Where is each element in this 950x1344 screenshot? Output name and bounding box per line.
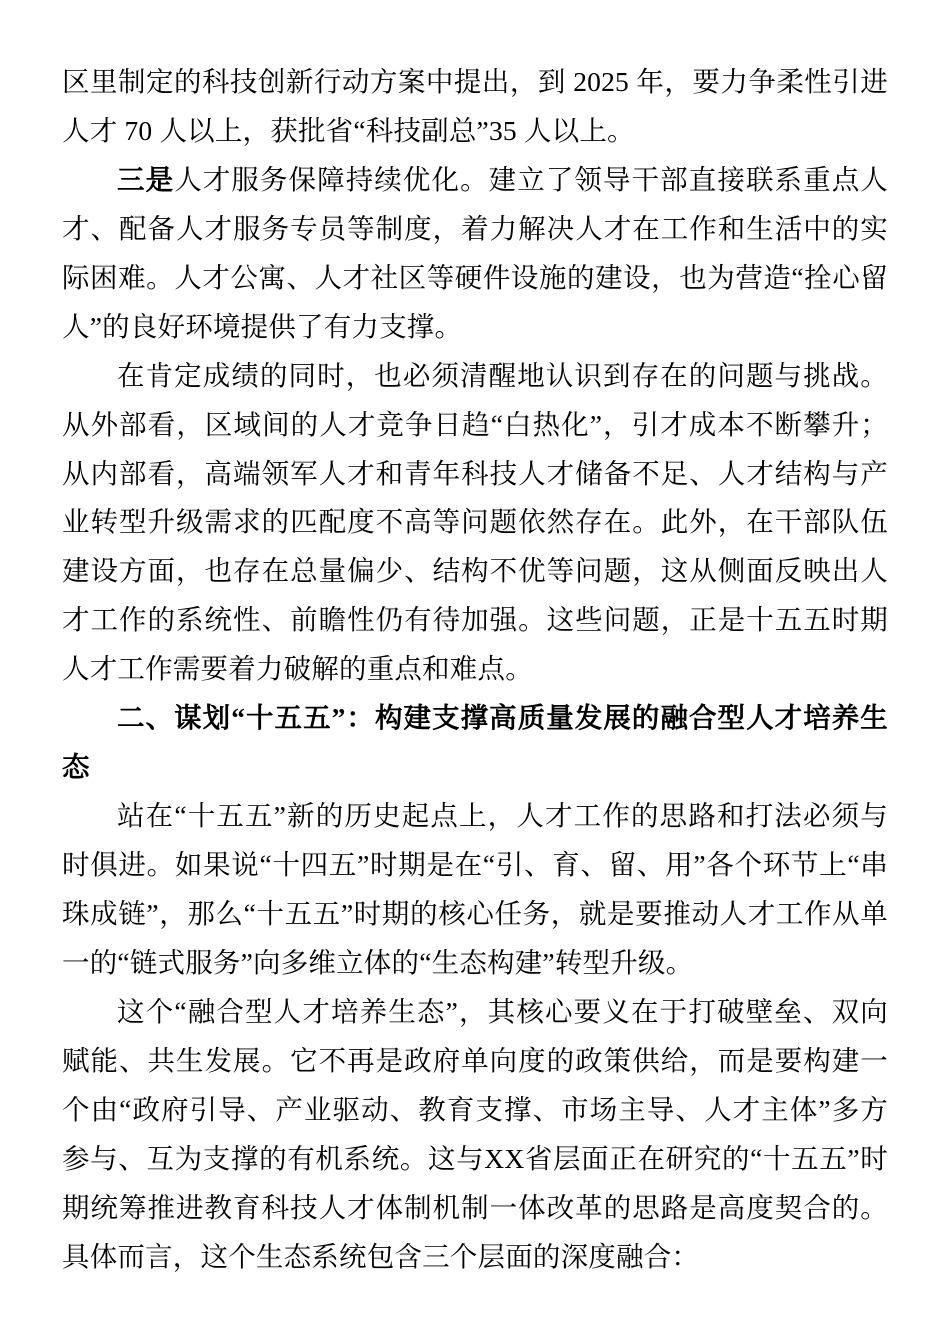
paragraph-text: 在肯定成绩的同时，也必须清醒地认识到存在的问题与挑战。从外部看，区域间的人才竞争日趋“白热化”，引才成本不断攀升；从内部看，高端领军人才和青年科技人才储备不足、人才结构与产业转型升级需求的匹配度不高等问题依然存在。此外，在干部队伍建设方面，也存在总量偏少、结构不优等问题，这从侧面反映出人才工作的系统性、前瞻性仍有待加强。这些问题，正是十五五时期人才工作需要着力破解的重点和难点。 bbox=[62, 359, 888, 685]
paragraph bbox=[62, 792, 888, 988]
paragraph-lead-bold: 三是 bbox=[117, 163, 175, 195]
paragraph-text: 这个“融合型人才培养生态”，其核心要义在于打破壁垒、双向赋能、共生发展。它不再是政府单向度的政策供给，而是要构建一个由“政府引导、产业驱动、教育支撑、市场主导、人才主体”多方参与、互为支撑的有机系统。这与XX省层面正在研究的“十五五”时期统筹推进教育科技人才体制机制一体改革的思路是高度契合的。具体而言，这个生态系统包含三个层面的深度融合： bbox=[62, 995, 888, 1272]
paragraph-text: 站在“十五五”新的历史起点上，人才工作的思路和打法必须与时俱进。如果说“十四五”时期是在“引、育、留、用”各个环节上“串珠成链”，那么“十五五”时期的核心任务，就是要推动人才工作从单一的“链式服务”向多维立体的“生态构建”转型升级。 bbox=[62, 800, 888, 978]
paragraph-text: 区里制定的科技创新行动方案中提出，到 2025 年，要力争柔性引进人才 70 人以上，获批省“科技副总”35 人以上。 bbox=[62, 66, 888, 146]
paragraph bbox=[62, 988, 888, 1282]
paragraph-text: 人才服务保障持续优化。建立了领导干部直接联系重点人才、配备人才服务专员等制度，着力解决人才在工作和生活中的实际困难。人才公寓、人才社区等硬件设施的建设，也为营造“拴心留人”的良好环境提供了有力支撑。 bbox=[62, 163, 889, 342]
paragraph bbox=[62, 156, 888, 352]
paragraph bbox=[62, 58, 888, 156]
document-body bbox=[62, 58, 888, 1281]
section-heading-text: 二、谋划“十五五”：构建支撑高质量发展的融合型人才培养生态 bbox=[62, 702, 888, 783]
section-heading bbox=[62, 694, 888, 792]
paragraph bbox=[62, 352, 888, 695]
